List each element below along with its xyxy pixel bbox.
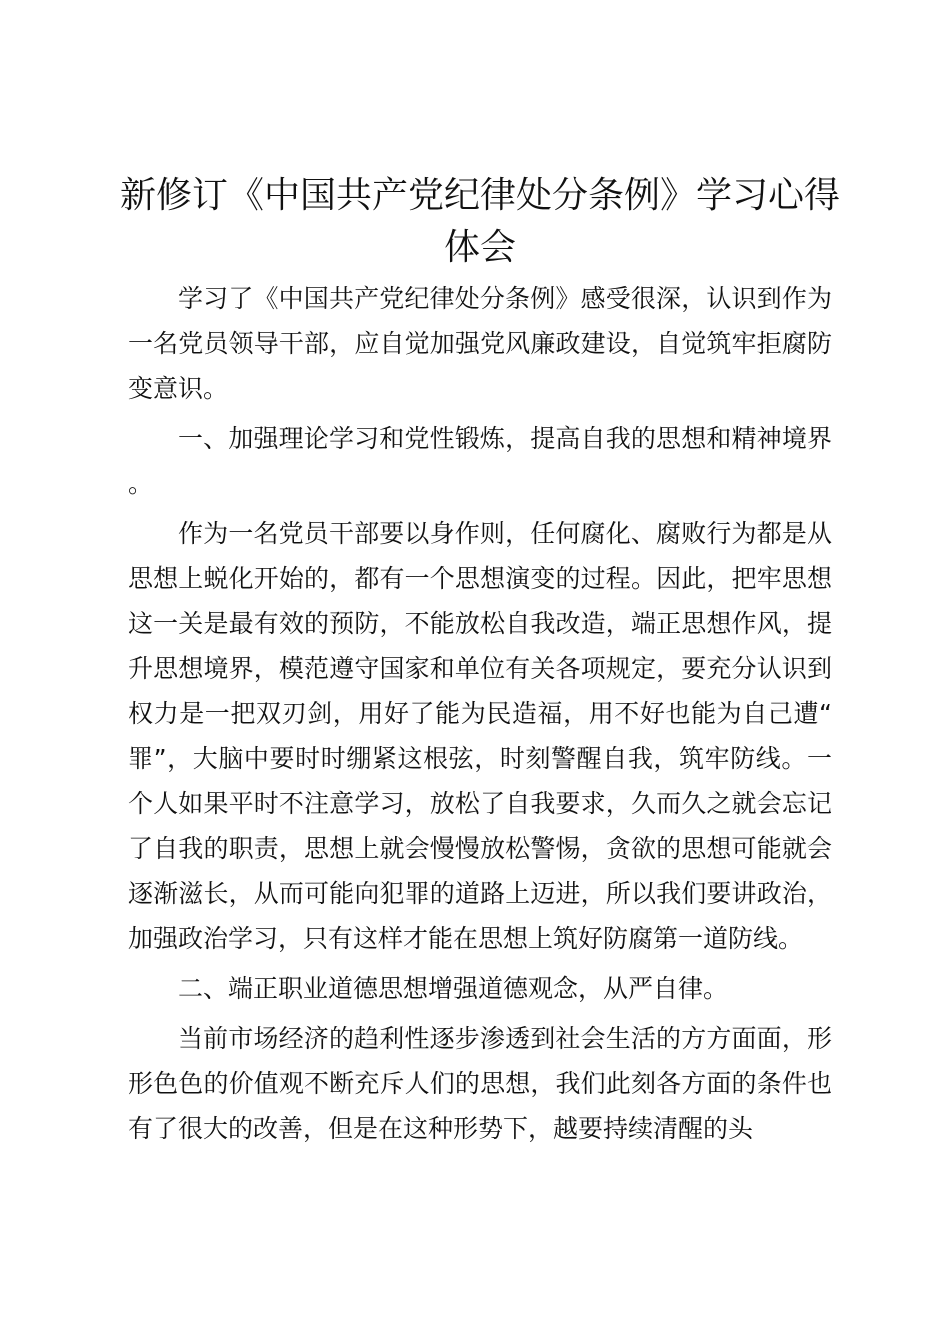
document-body (128, 276, 832, 1151)
section-heading-2: 二、端正职业道德思想增强道德观念，从严自律。 (178, 974, 729, 1003)
paragraph-section-1: 作为一名党员干部要以身作则，任何腐化、腐败行为都是从思想上蜕化开始的，都有一个思想演变的过程。因此，把牢思想这一关是最有效的预防，不能放松自我改造，端正思想作风，提升思想境界，模范遵守国家和单位有关各项规定，要充分认识到权力是一把双刃剑，用好了能为民造福，用不好也能为自己遭“罪”，大脑中要时时绷紧这根弦，时刻警醒自我，筑牢防线。一个人如果平时不注意学习，放松了自我要求，久而久之就会忘记了自我的职责，思想上就会慢慢放松警惕，贪欲的思想可能就会逐渐滋长，从而可能向犯罪的道路上迈进，所以我们要讲政治，加强政治学习，只有这样才能在思想上筑好防腐第一道防线。 (128, 519, 832, 953)
paragraph-section-2: 当前市场经济的趋利性逐步渗透到社会生活的方方面面，形形色色的价值观不断充斥人们的思想，我们此刻各方面的条件也有了很大的改善，但是在这种形势下，越要持续清醒的头 (128, 1024, 832, 1143)
document-title: 新修订《中国共产党纪律处分条例》学习心得体会 (120, 175, 841, 268)
section-heading-1: 一、加强理论学习和党性锻炼，提高自我的思想和精神境界。 (128, 424, 832, 498)
paragraph-intro: 学习了《中国共产党纪律处分条例》感受很深，认识到作为一名党员领导干部，应自觉加强党风廉政建设，自觉筑牢拒腐防变意识。 (128, 284, 832, 403)
